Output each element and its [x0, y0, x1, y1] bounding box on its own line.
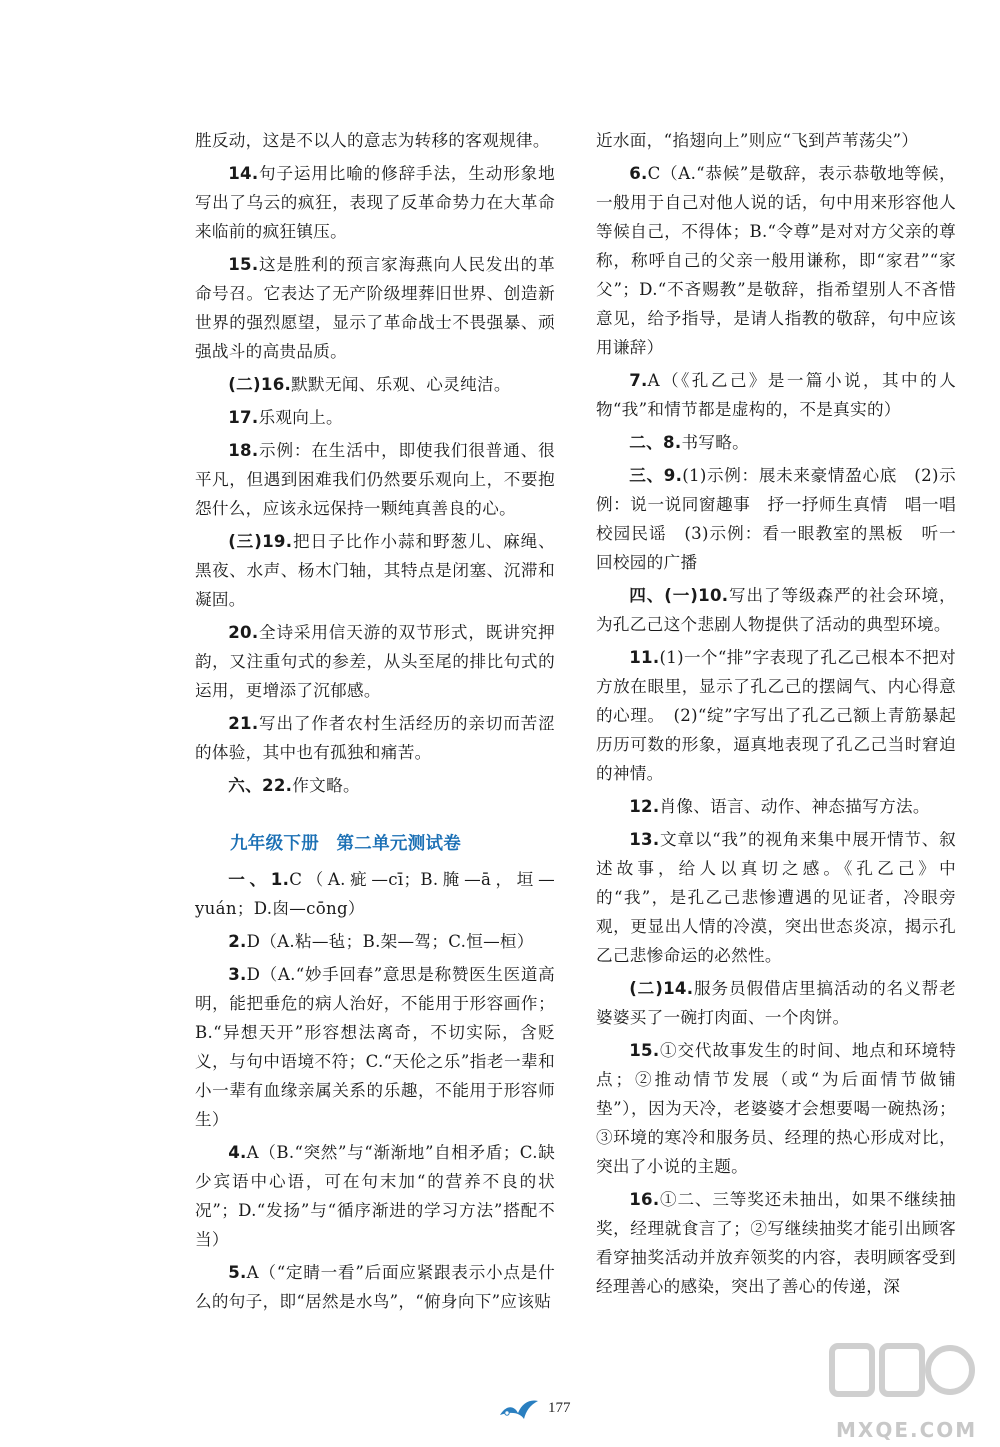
left-column — [195, 126, 555, 1320]
answer-item — [195, 927, 555, 956]
answer-item — [596, 825, 956, 970]
right-column — [596, 126, 956, 1305]
answer-number: (三)19. — [228, 532, 293, 551]
answer-item — [195, 403, 555, 432]
answer-text: 服务员假借店里搞活动的名义帮老婆婆买了一碗打肉面、一个肉饼。 — [596, 979, 956, 1027]
answer-text: 句子运用比喻的修辞手法，生动形象地写出了乌云的疯狂，表现了反革命势力在大革命来临前的疯狂镇压。 — [195, 164, 555, 241]
answer-item — [596, 643, 956, 788]
answer-number: 7. — [629, 371, 648, 390]
answer-number: 六、22. — [228, 776, 293, 795]
answer-number: 15. — [629, 1041, 660, 1060]
answer-text: 示例：在生活中，即使我们很普通、很平凡，但遇到困难我们仍然要乐观向上，不要抱怨什么，应该永远保持一颗纯真善良的心。 — [195, 441, 555, 518]
answer-text: A（“定睛一看”后面应紧跟表示小点是什么的句子，即“居然是水鸟”，“俯身向下”应该贴 — [195, 1263, 555, 1311]
answer-item — [195, 527, 555, 614]
answer-number: 一、1. — [228, 870, 290, 889]
answer-number: 二、8. — [629, 433, 682, 452]
answer-text: 肖像、语言、动作、神态描写方法。 — [659, 797, 930, 816]
answer-number: 三、9. — [629, 466, 683, 485]
answer-text: (1)一个“排”字表现了孔乙己根本不把对方放在眼里，显示了孔乙己的摆阔气、内心得意的心理。 (2)“绽”字写出了孔乙己额上青筋暴起历历可数的形象，逼真地表现了孔乙己当时窘迫的神情。 — [596, 648, 956, 783]
answer-text: 胜反动，这是不以人的意志为转移的客观规律。 — [195, 131, 550, 150]
answer-number: 11. — [629, 648, 660, 667]
answer-number: 13. — [629, 830, 660, 849]
answer-text: ①二、三等奖还未抽出，如果不继续抽奖，经理就食言了；②写继续抽奖才能引出顾客看穿抽奖活动并放弃领奖的内容，表明顾客受到经理善心的感染，突出了善心的传递，深 — [596, 1190, 956, 1296]
answer-item — [596, 159, 956, 362]
answer-item — [195, 250, 555, 366]
answer-text: 写出了等级森严的社会环境，为孔乙己这个悲剧人物提供了活动的典型环境。 — [596, 586, 956, 634]
answer-item — [195, 960, 555, 1134]
answer-number: 四、(一)10. — [629, 586, 729, 605]
answer-text: 文章以“我”的视角来集中展开情节、叙述故事，给人以真切之感。《孔乙己》中的“我”，是孔乙己悲惨遭遇的见证者，冷眼旁观，更显出人情的冷漠，突出世态炎凉，揭示孔乙己悲惨命运的必然性。 — [596, 830, 956, 965]
answer-item — [596, 366, 956, 424]
answer-text: A（《孔乙己》是一篇小说，其中的人物“我”和情节都是虚构的，不是真实的） — [596, 371, 956, 419]
answer-item — [596, 461, 956, 577]
answer-item — [596, 428, 956, 457]
answer-number: 21. — [228, 714, 259, 733]
answer-text: 默默无闻、乐观、心灵纯洁。 — [291, 375, 511, 394]
heading-test: 第二单元测试卷 — [336, 834, 462, 854]
answer-text: 这是胜利的预言家海燕向人民发出的革命号召。它表达了无产阶级埋葬旧世界、创造新世界的强烈愿望，显示了革命战士不畏强暴、顽强战斗的高贵品质。 — [195, 255, 555, 361]
bird-ornament-icon — [498, 1397, 540, 1423]
answer-item — [195, 370, 555, 399]
answer-number: 17. — [228, 408, 259, 427]
page-number: 177 — [548, 1400, 571, 1416]
answer-item — [195, 709, 555, 767]
answer-number: 18. — [228, 441, 259, 460]
continued-paragraph — [195, 126, 555, 155]
answer-text: C（A.“恭候”是敬辞，表示恭敬地等候，一般用于自己对他人说的话，句中用来形容他人等候自己，不得体；B.“令尊”是对对方父亲的尊称，称呼自己的父亲一般用谦称，即“家君”“家父”；D.“不吝赐教”是敬辞，指希望别人不吝惜意见，给予指导，是请人指教的敬辞，句中应该用谦辞） — [596, 164, 956, 357]
answer-text: 写出了作者农村生活经历的亲切而苦涩的体验，其中也有孤独和痛苦。 — [195, 714, 555, 762]
answer-text: 近水面，“掐翅向上”则应“飞到芦苇荡尖”） — [596, 131, 919, 150]
answer-item — [195, 436, 555, 523]
answer-item — [596, 581, 956, 639]
answer-number: 16. — [629, 1190, 660, 1209]
answer-number: 2. — [228, 932, 247, 951]
answer-item — [596, 1185, 956, 1301]
answer-number: 15. — [228, 255, 259, 274]
answer-number: (二)16. — [228, 375, 292, 394]
answer-number: 12. — [629, 797, 660, 816]
answer-text: (1)示例：展未来豪情盈心底 (2)示例：说一说同窗趣事 抒一抒师生真情 唱一唱校园民谣 (3)示例：看一眼教室的黑板 听一回校园的广播 — [596, 466, 956, 572]
answer-item — [596, 792, 956, 821]
answer-item — [195, 1138, 555, 1254]
answer-text: 全诗采用信天游的双节形式，既讲究押韵，又注重句式的参差，从头至尾的排比句式的运用，更增添了沉郁感。 — [195, 623, 555, 700]
heading-volume: 九年级下册 — [230, 834, 319, 854]
answer-item — [195, 618, 555, 705]
answer-item — [596, 1036, 956, 1181]
answer-item — [195, 865, 555, 923]
answer-text: D（A.“妙手回春”意思是称赞医生医道高明，能把垂危的病人治好，不能用于形容画作；B.“异想天开”形容想法离奇，不切实际，含贬义，与句中语境不符；C.“天伦之乐”指老一辈和小一辈有血缘亲属关系的乐趣，不能用于形容师生） — [195, 965, 555, 1129]
answer-item — [596, 974, 956, 1032]
answer-number: 4. — [228, 1143, 247, 1162]
answer-text: 作文略。 — [292, 776, 360, 795]
answer-text: 乐观向上。 — [258, 408, 343, 427]
answer-item — [195, 1258, 555, 1316]
answer-number: 5. — [228, 1263, 247, 1282]
answer-item — [195, 771, 555, 800]
answer-number: 3. — [228, 965, 247, 984]
answer-item — [195, 159, 555, 246]
answer-text: 把日子比作小蒜和野葱儿、麻绳、黑夜、水声、杨木门轴，其特点是闭塞、沉滞和凝固。 — [195, 532, 555, 609]
answer-number: (二)14. — [629, 979, 694, 998]
answer-number: 14. — [228, 164, 259, 183]
continued-paragraph — [596, 126, 956, 155]
answer-text: D（A.粘—毡；B.架—驾；C.恒—桓） — [246, 932, 534, 951]
watermark-site: MXQE.COM — [836, 1418, 978, 1442]
answer-number: 6. — [629, 164, 648, 183]
answer-text: ①交代故事发生的时间、地点和环境特点；②推动情节发展（或“为后面情节做铺垫”），因为天冷，老婆婆才会想要喝一碗热汤；③环境的寒冷和服务员、经理的热心形成对比，突出了小说的主题。 — [596, 1041, 956, 1176]
answer-number: 20. — [228, 623, 259, 642]
answer-text: 书写略。 — [681, 433, 750, 452]
answer-text: C（A.疵—cī；B.腌—ā，垣—yuán；D.囱—cōng） — [195, 870, 555, 918]
answer-text: A（B.“突然”与“渐渐地”自相矛盾；C.缺少宾语中心语，可在句末加“的营养不良的状况”；D.“发扬”与“循序渐进的学习方法”搭配不当） — [195, 1143, 555, 1249]
section-heading — [195, 830, 555, 859]
